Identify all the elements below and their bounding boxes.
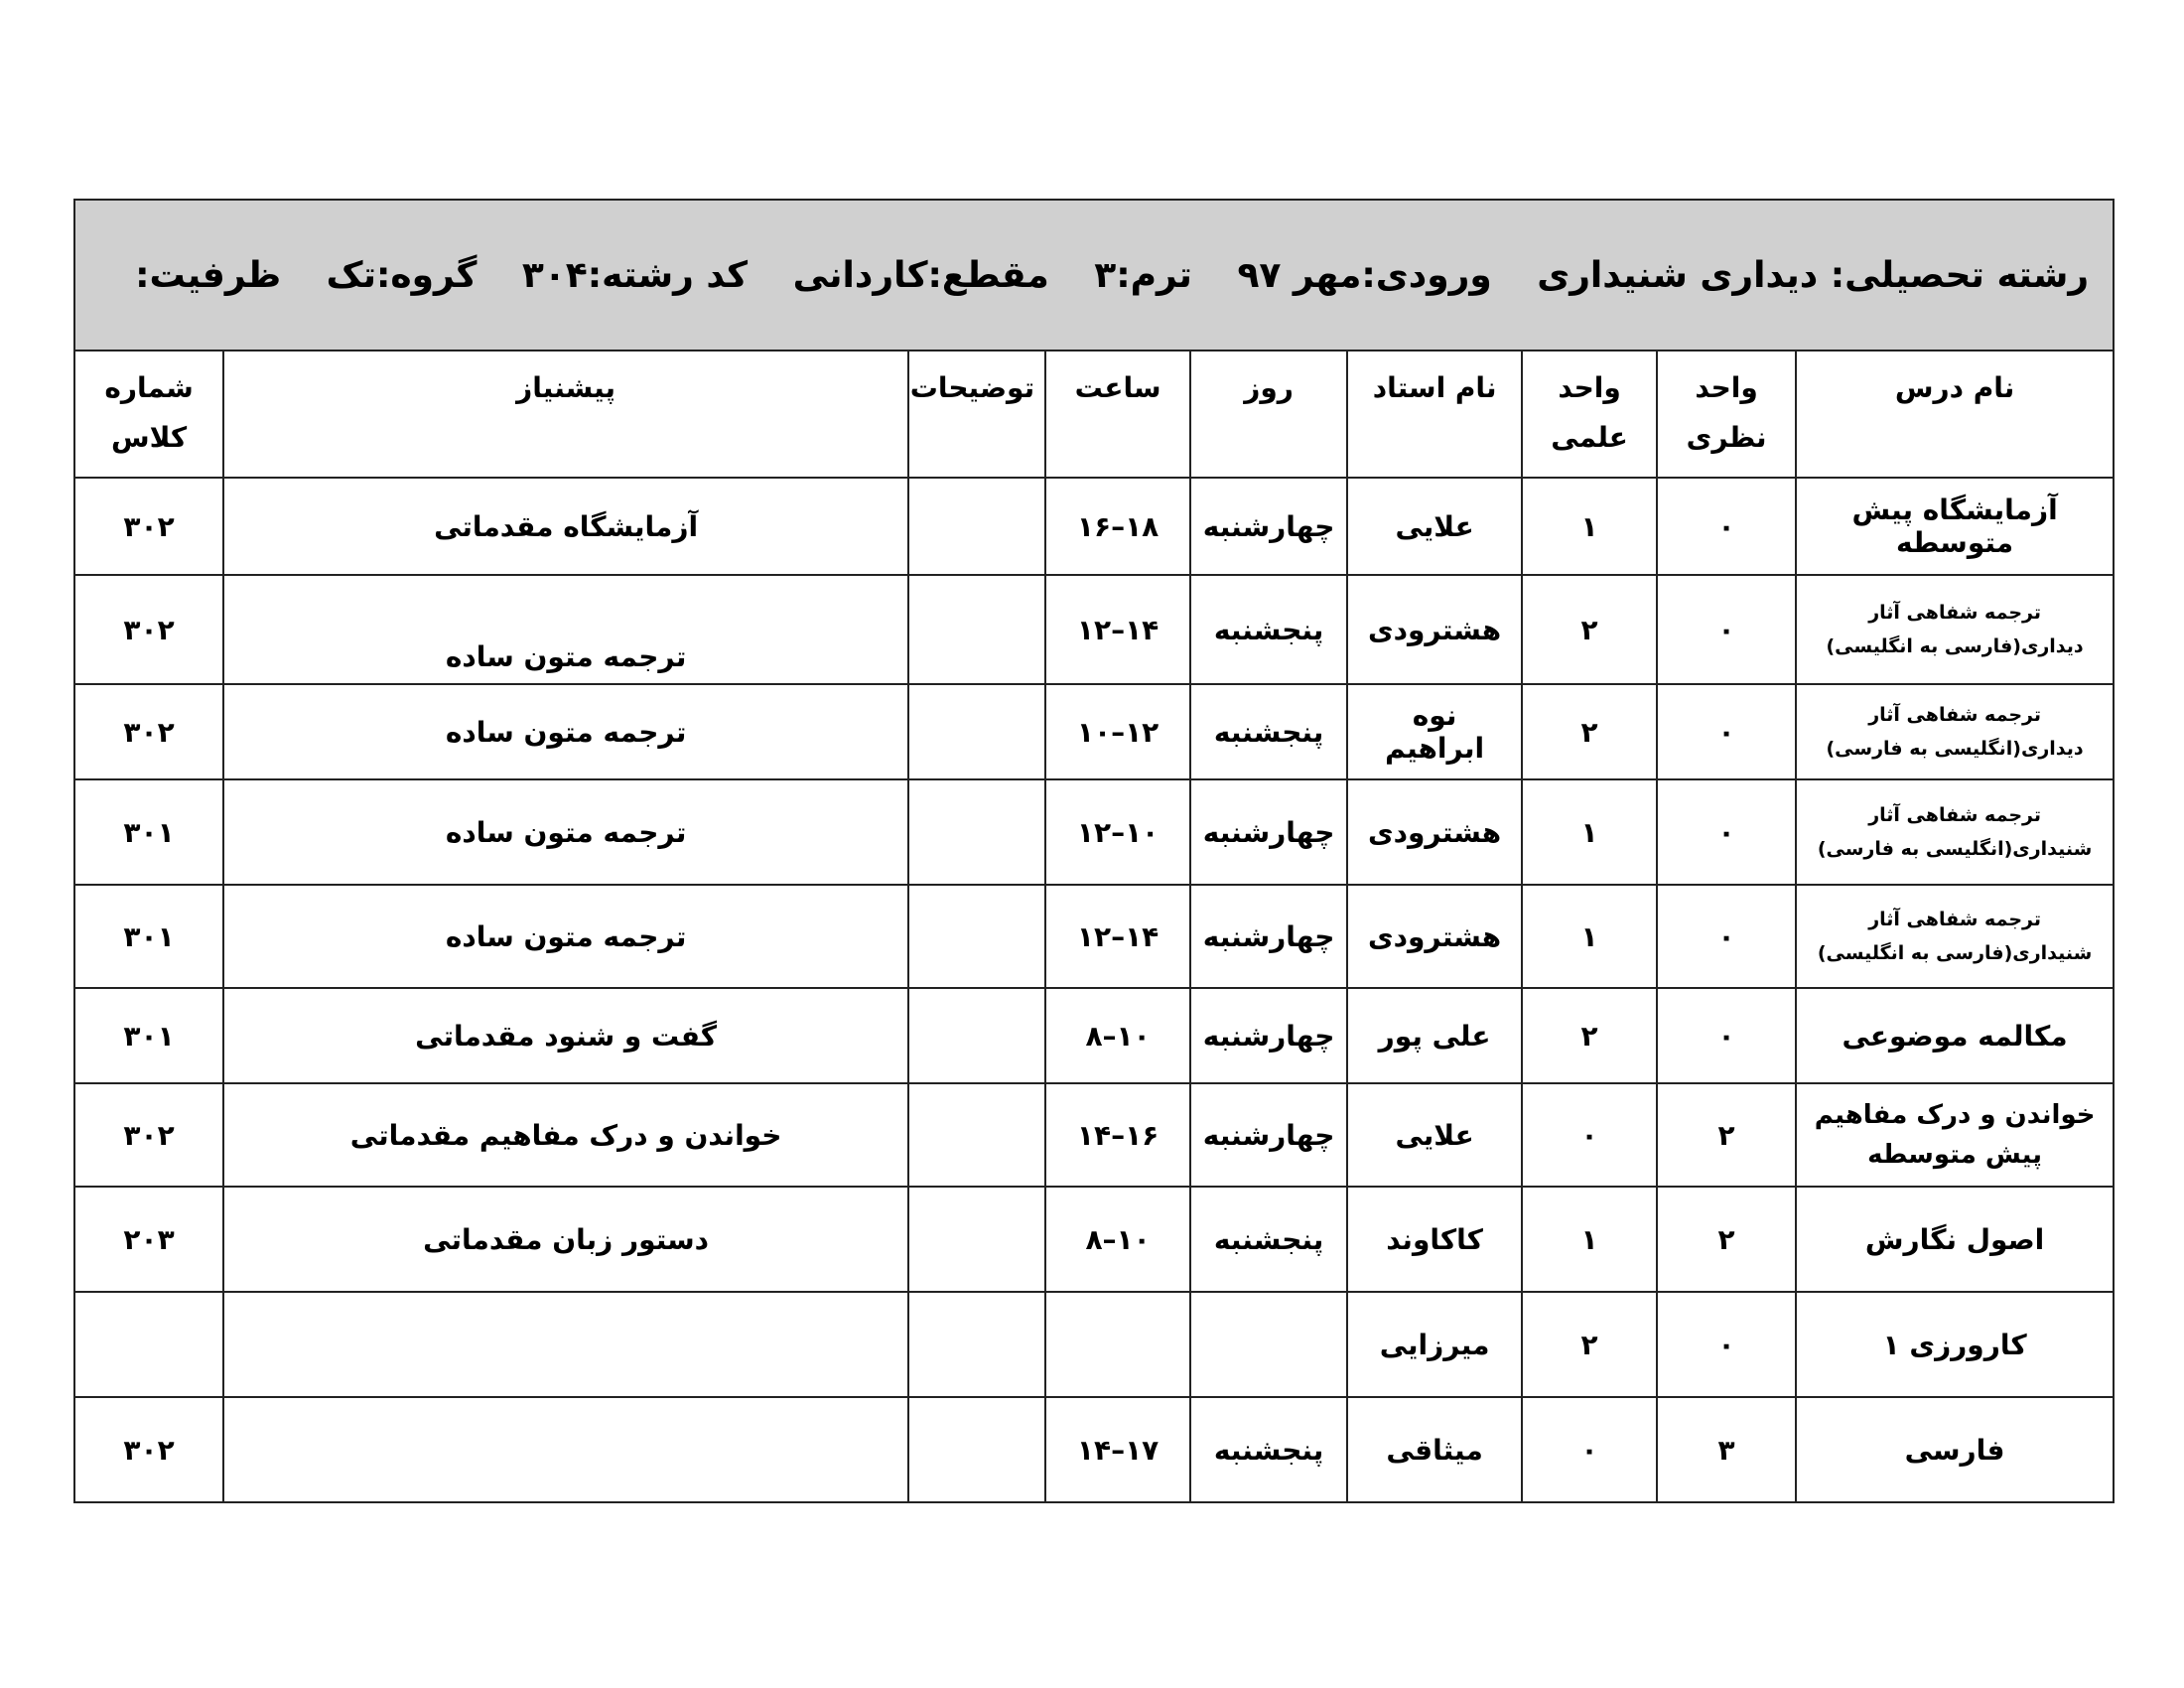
room-number [74, 1292, 223, 1397]
group-label: گروه:تک [326, 254, 478, 296]
theory-units: ۰ [1657, 1292, 1796, 1397]
time [1045, 1292, 1190, 1397]
teacher-name: هشترودی [1347, 885, 1522, 988]
room-number: ۳۰۲ [74, 1083, 223, 1187]
teacher-name: هشترودی [1347, 779, 1522, 885]
prerequisite: ترجمه متون ساده [223, 885, 908, 988]
day: چهارشنبه [1190, 478, 1347, 575]
header-notes: توضیحات [908, 351, 1045, 478]
theory-units: ۰ [1657, 779, 1796, 885]
notes [908, 684, 1045, 779]
theory-units: ۲ [1657, 1083, 1796, 1187]
table-row [74, 478, 2114, 575]
course-schedule-table [73, 199, 2115, 1503]
header-banner-row [74, 200, 2114, 351]
day: پنجشنبه [1190, 684, 1347, 779]
header-practical-units: واحد علمی [1522, 351, 1657, 478]
header-room: شماره کلاس [74, 351, 223, 478]
notes [908, 1292, 1045, 1397]
practical-units: ۰ [1522, 1397, 1657, 1502]
prerequisite: ترجمه متون ساده [223, 779, 908, 885]
prerequisite [223, 1292, 908, 1397]
notes [908, 1397, 1045, 1502]
column-header-row [74, 351, 2114, 478]
notes [908, 885, 1045, 988]
capacity-label: ظرفیت: [135, 254, 282, 296]
teacher-name: میثاقی [1347, 1397, 1522, 1502]
course-name: ترجمه شفاهی آثار دیداری(فارسی به انگلیسی) [1796, 575, 2114, 684]
notes [908, 478, 1045, 575]
room-number: ۲۰۳ [74, 1187, 223, 1292]
day: چهارشنبه [1190, 1083, 1347, 1187]
theory-units: ۰ [1657, 478, 1796, 575]
practical-units: ۱ [1522, 1187, 1657, 1292]
theory-units: ۳ [1657, 1397, 1796, 1502]
header-teacher: نام استاد [1347, 351, 1522, 478]
degree-level: مقطع:کاردانی [792, 254, 1049, 296]
teacher-name: علایی [1347, 478, 1522, 575]
theory-units: ۰ [1657, 684, 1796, 779]
practical-units: ۲ [1522, 575, 1657, 684]
prerequisite: ترجمه متون ساده [223, 684, 908, 779]
practical-units: ۲ [1522, 1292, 1657, 1397]
room-number: ۳۰۱ [74, 988, 223, 1083]
prerequisite: گفت و شنود مقدماتی [223, 988, 908, 1083]
table-row [74, 988, 2114, 1083]
table-row [74, 1292, 2114, 1397]
course-name: ترجمه شفاهی آثار شنیداری(فارسی به انگلیسی) [1796, 885, 2114, 988]
time: ۱۰–۱۲ [1045, 779, 1190, 885]
day: چهارشنبه [1190, 885, 1347, 988]
header-prerequisite: پیشنیاز [223, 351, 908, 478]
time: ۱۴–۱۲ [1045, 575, 1190, 684]
theory-units: ۰ [1657, 988, 1796, 1083]
day [1190, 1292, 1347, 1397]
course-name: فارسی [1796, 1397, 2114, 1502]
time: ۱۰–۸ [1045, 1187, 1190, 1292]
room-number: ۳۰۲ [74, 684, 223, 779]
practical-units: ۱ [1522, 779, 1657, 885]
table-row [74, 1397, 2114, 1502]
teacher-name: کاکاوند [1347, 1187, 1522, 1292]
table-row [74, 885, 2114, 988]
room-number: ۳۰۲ [74, 575, 223, 684]
theory-units: ۰ [1657, 885, 1796, 988]
teacher-name: نوه ابراهیم [1347, 684, 1522, 779]
prerequisite: آزمایشگاه مقدماتی [223, 478, 908, 575]
prerequisite: خواندن و درک مفاهیم مقدماتی [223, 1083, 908, 1187]
day: پنجشنبه [1190, 575, 1347, 684]
field-of-study: رشته تحصیلی: دیداری شنیداری [1537, 254, 2090, 296]
notes [908, 575, 1045, 684]
course-name: اصول نگارش [1796, 1187, 2114, 1292]
entry-date: ورودی:مهر ۹۷ [1237, 254, 1492, 296]
practical-units: ۱ [1522, 478, 1657, 575]
notes [908, 779, 1045, 885]
prerequisite [223, 1397, 908, 1502]
field-code: کد رشته:۳۰۴ [521, 254, 749, 296]
header-course: نام درس [1796, 351, 2114, 478]
header-banner [74, 200, 2114, 351]
course-name: مکالمه موضوعی [1796, 988, 2114, 1083]
course-name: کارورزی ۱ [1796, 1292, 2114, 1397]
table-row [74, 1083, 2114, 1187]
header-theory-units: واحد نظری [1657, 351, 1796, 478]
course-name: ترجمه شفاهی آثار شنیداری(انگلیسی به فارسی) [1796, 779, 2114, 885]
time: ۱۰–۸ [1045, 988, 1190, 1083]
room-number: ۳۰۲ [74, 478, 223, 575]
header-time: ساعت [1045, 351, 1190, 478]
notes [908, 1187, 1045, 1292]
day: چهارشنبه [1190, 779, 1347, 885]
room-number: ۳۰۱ [74, 885, 223, 988]
practical-units: ۱ [1522, 885, 1657, 988]
notes [908, 1083, 1045, 1187]
prerequisite: ترجمه متون ساده [223, 575, 908, 684]
day: چهارشنبه [1190, 988, 1347, 1083]
notes [908, 988, 1045, 1083]
day: پنجشنبه [1190, 1187, 1347, 1292]
course-name: ترجمه شفاهی آثار دیداری(انگلیسی به فارسی) [1796, 684, 2114, 779]
practical-units: ۲ [1522, 684, 1657, 779]
time: ۱۷–۱۴ [1045, 1397, 1190, 1502]
table-row [74, 779, 2114, 885]
table-row [74, 575, 2114, 684]
header-day: روز [1190, 351, 1347, 478]
room-number: ۳۰۲ [74, 1397, 223, 1502]
time: ۱۶–۱۴ [1045, 1083, 1190, 1187]
room-number: ۳۰۱ [74, 779, 223, 885]
time: ۱۸–۱۶ [1045, 478, 1190, 575]
teacher-name: میرزایی [1347, 1292, 1522, 1397]
time: ۱۴–۱۲ [1045, 885, 1190, 988]
practical-units: ۰ [1522, 1083, 1657, 1187]
teacher-name: هشترودی [1347, 575, 1522, 684]
day: پنجشنبه [1190, 1397, 1347, 1502]
table-row [74, 684, 2114, 779]
course-name: خواندن و درک مفاهیم پیش متوسطه [1796, 1083, 2114, 1187]
course-name: آزمایشگاه پیش متوسطه [1796, 478, 2114, 575]
practical-units: ۲ [1522, 988, 1657, 1083]
teacher-name: علایی [1347, 1083, 1522, 1187]
theory-units: ۲ [1657, 1187, 1796, 1292]
prerequisite: دستور زبان مقدماتی [223, 1187, 908, 1292]
teacher-name: علی پور [1347, 988, 1522, 1083]
term-number: ترم:۳ [1094, 254, 1192, 296]
time: ۱۲–۱۰ [1045, 684, 1190, 779]
theory-units: ۰ [1657, 575, 1796, 684]
table-row [74, 1187, 2114, 1292]
